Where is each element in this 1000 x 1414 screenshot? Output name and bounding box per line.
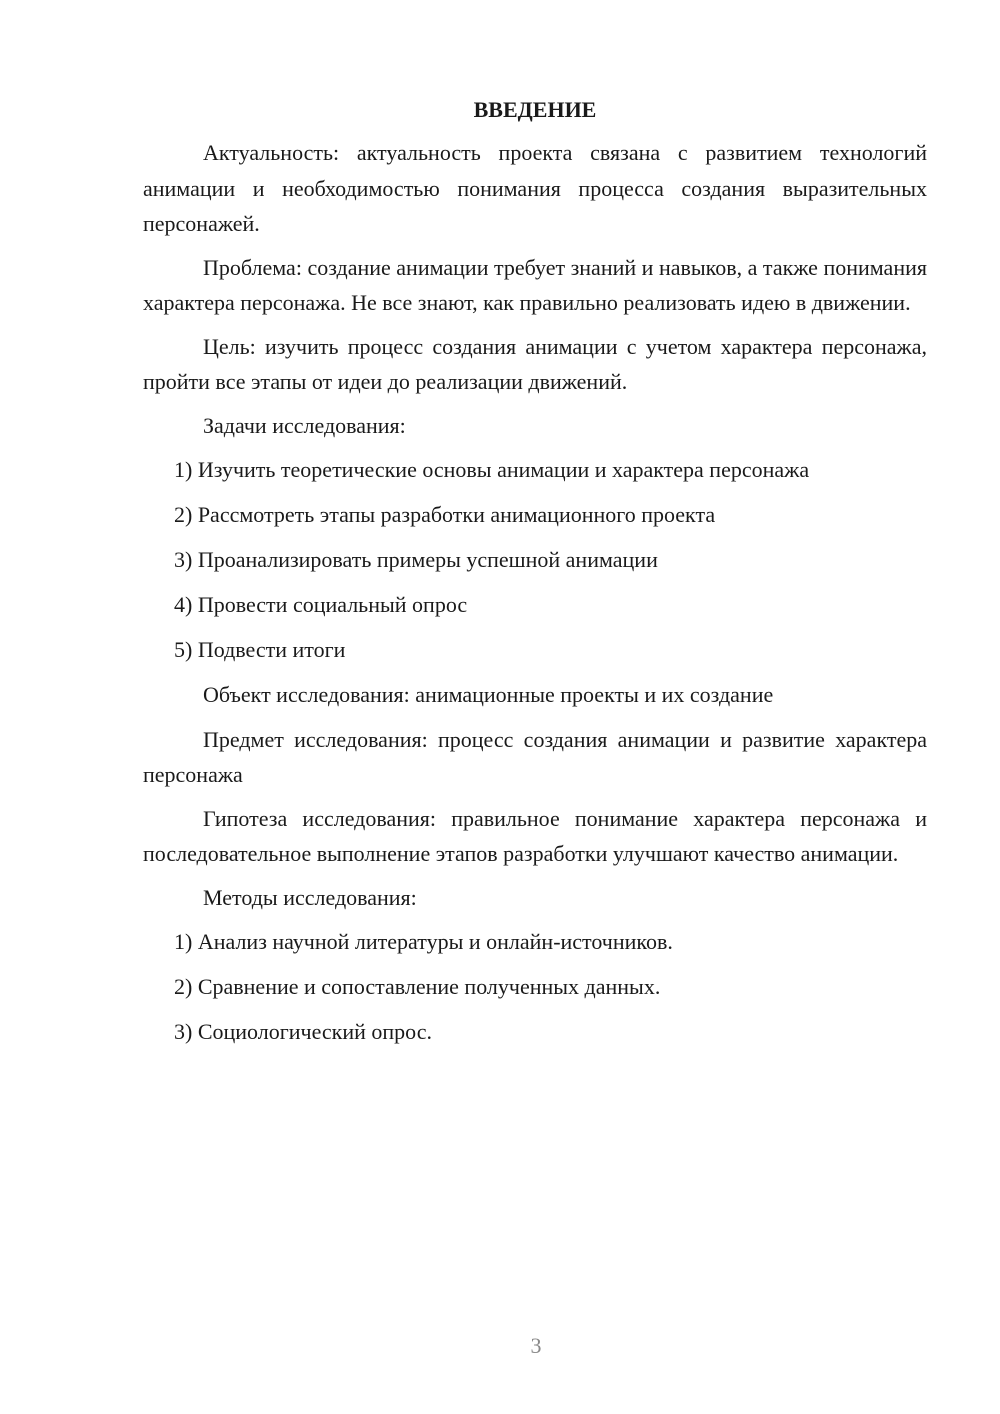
- subject-paragraph: Предмет исследования: процесс создания анимации и развитие характера персонажа: [143, 726, 927, 787]
- list-item: 2) Рассмотреть этапы разработки анимационного проекта: [174, 502, 716, 527]
- page-content: [143, 92, 927, 1059]
- list-item: 1) Изучить теоретические основы анимации и характера персонажа: [174, 457, 810, 482]
- tasks-list: [143, 452, 927, 668]
- list-item: 3) Социологический опрос.: [174, 1019, 432, 1044]
- methods-list: [143, 924, 927, 1050]
- list-item: 2) Сравнение и сопоставление полученных данных.: [174, 974, 661, 999]
- list-item: 1) Анализ научной литературы и онлайн-источников.: [174, 929, 673, 954]
- list-item: 5) Подвести итоги: [174, 637, 346, 662]
- problem-paragraph: Проблема: создание анимации требует знаний и навыков, а также понимания характера персонажа. Не все знают, как правильно реализовать идею в движении.: [143, 254, 927, 315]
- page-number: 3: [530, 1333, 542, 1358]
- hypothesis-paragraph: Гипотеза исследования: правильное понимание характера персонажа и последовательное выполнение этапов разработки улучшают качество анимации.: [143, 805, 927, 866]
- list-item: 3) Проанализировать примеры успешной анимации: [174, 547, 658, 572]
- goal-paragraph: Цель: изучить процесс создания анимации с учетом характера персонажа, пройти все этапы от идеи до реализации движений.: [143, 333, 927, 394]
- page-title: ВВЕДЕНИЕ: [473, 97, 597, 122]
- methods-heading: Методы исследования:: [203, 884, 417, 910]
- object-paragraph: Объект исследования: анимационные проекты и их создание: [203, 682, 774, 707]
- tasks-heading: Задачи исследования:: [203, 412, 406, 438]
- list-item: 4) Провести социальный опрос: [174, 592, 468, 617]
- relevance-paragraph: Актуальность: актуальность проекта связана с развитием технологий анимации и необходимостью понимания процесса создания выразительных персонажей.: [143, 140, 927, 236]
